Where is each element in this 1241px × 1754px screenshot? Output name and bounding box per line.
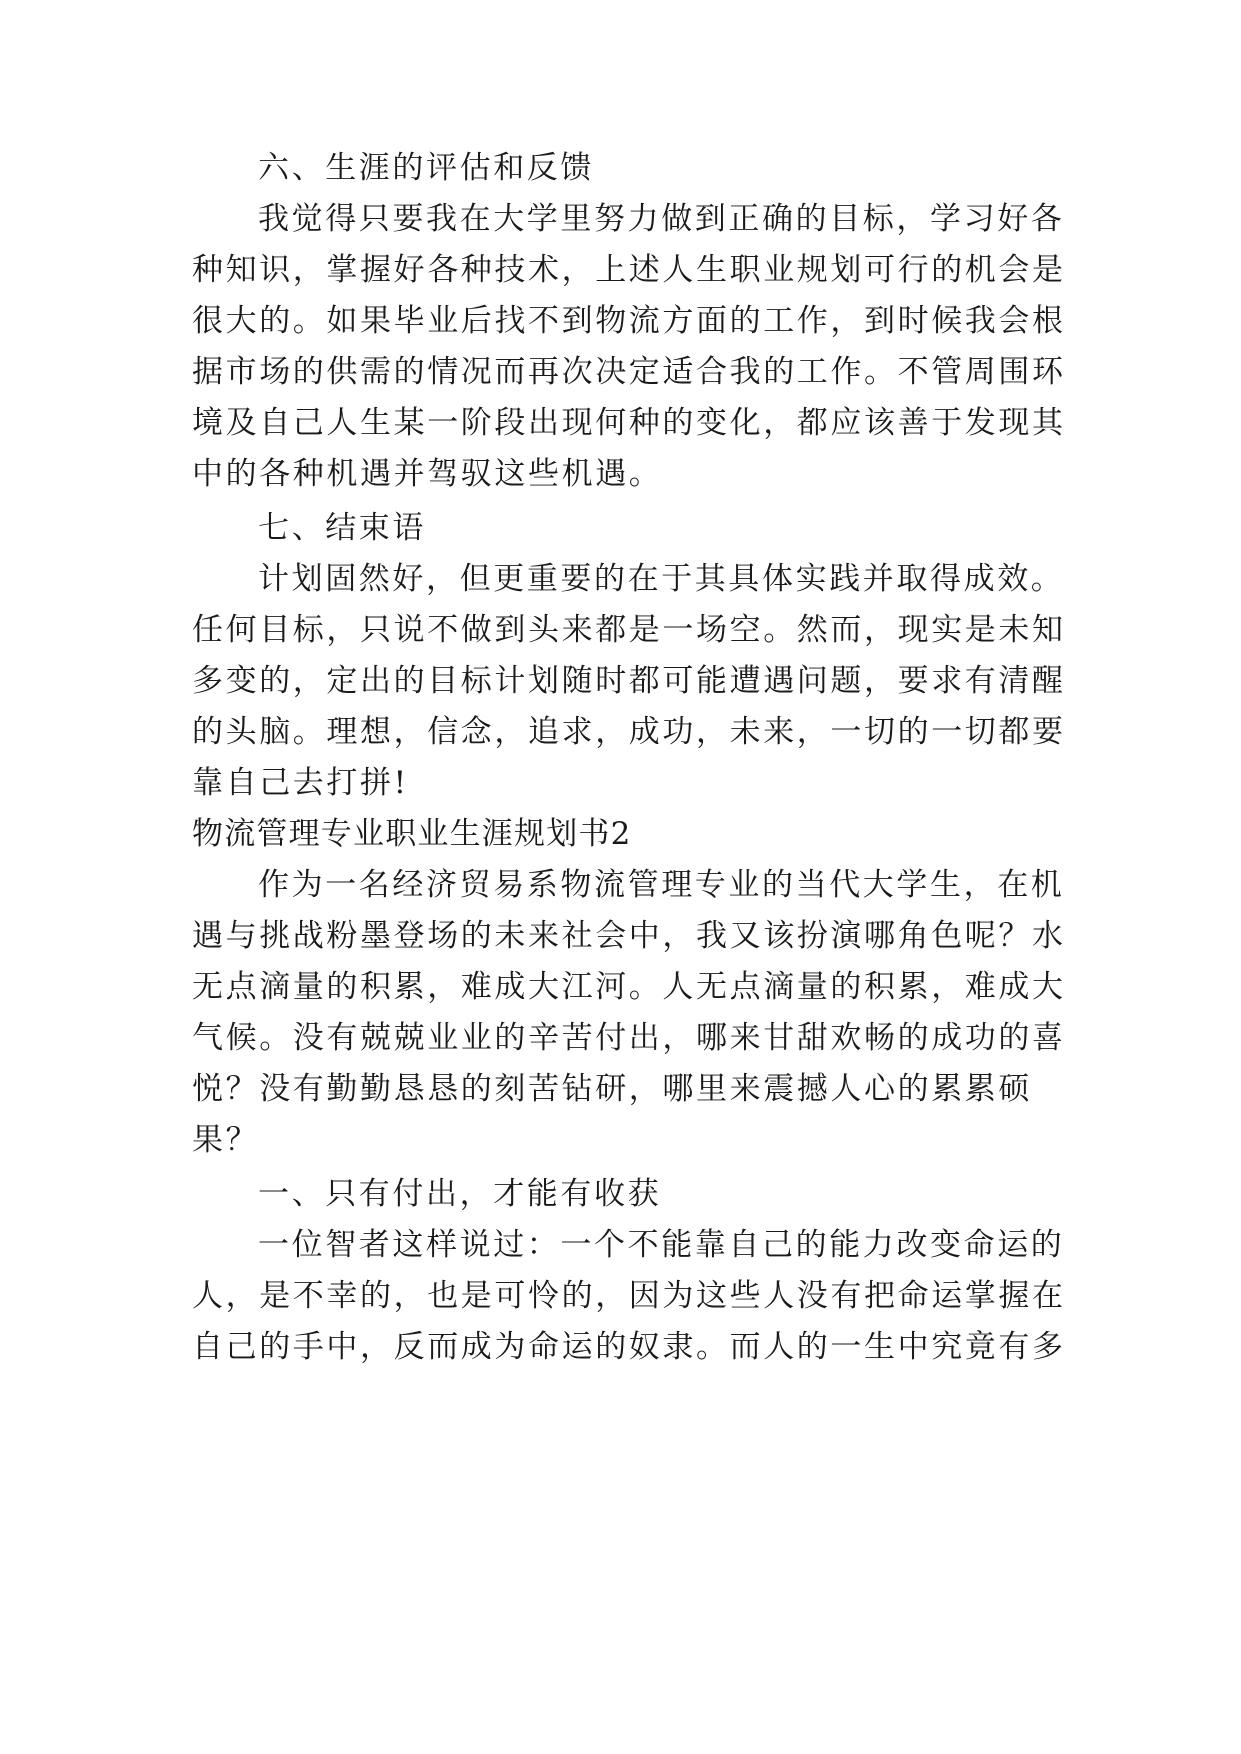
paragraph-line: 气候。没有兢兢业业的辛苦付出，哪来甘甜欢畅的成功的喜 (192, 1020, 1066, 1056)
paragraph-line: 我觉得只要我在大学里努力做到正确的目标，学习好各 (258, 201, 1065, 237)
paragraph-line: 的头脑。理想，信念，追求，成功，未来，一切的一切都要 (192, 714, 1066, 750)
paragraph-line: 人，是不幸的，也是可怜的，因为这些人没有把命运掌握在 (192, 1278, 1066, 1314)
paragraph-line: 自己的手中，反而成为命运的奴隶。而人的一生中究竟有多 (192, 1329, 1066, 1365)
paragraph-line: 一位智者这样说过：一个不能靠自己的能力改变命运的 (258, 1227, 1065, 1263)
paragraph-line: 计划固然好，但更重要的在于其具体实践并取得成效。 (258, 561, 1065, 597)
paragraph-line: 作为一名经济贸易系物流管理专业的当代大学生，在机 (258, 867, 1065, 903)
paragraph-line: 很大的。如果毕业后找不到物流方面的工作，到时候我会根 (192, 303, 1066, 339)
paragraph-line: 靠自己去打拼! (192, 765, 409, 801)
paragraph-line: 无点滴量的积累，难成大江河。人无点滴量的积累，难成大 (192, 969, 1066, 1005)
paragraph-line: 种知识，掌握好各种技术，上述人生职业规划可行的机会是 (192, 252, 1066, 288)
paragraph-line: 遇与挑战粉墨登场的未来社会中，我又该扮演哪角色呢？水 (192, 918, 1066, 954)
paragraph-line: 境及自己人生某一阶段出现何种的变化，都应该善于发现其 (192, 405, 1066, 441)
paragraph-line: 悦？没有勤勤恳恳的刻苦钻研，哪里来震撼人心的累累硕 (192, 1071, 1032, 1107)
paragraph-line: 据市场的供需的情况而再次决定适合我的工作。不管周围环 (192, 354, 1066, 390)
section-heading-1: 一、只有付出，才能有收获 (258, 1176, 662, 1212)
paragraph-line: 果？ (192, 1122, 260, 1158)
paragraph-line: 多变的，定出的目标计划随时都可能遭遇问题，要求有清醒 (192, 663, 1066, 699)
paragraph-line: 中的各种机遇并驾驭这些机遇。 (192, 456, 663, 492)
section-heading-7: 七、结束语 (258, 510, 426, 546)
paragraph-line: 任何目标，只说不做到头来都是一场空。然而，现实是未知 (192, 612, 1066, 648)
document-title: 物流管理专业职业生涯规划书2 (192, 816, 632, 852)
section-heading-6: 六、生涯的评估和反馈 (258, 150, 594, 186)
